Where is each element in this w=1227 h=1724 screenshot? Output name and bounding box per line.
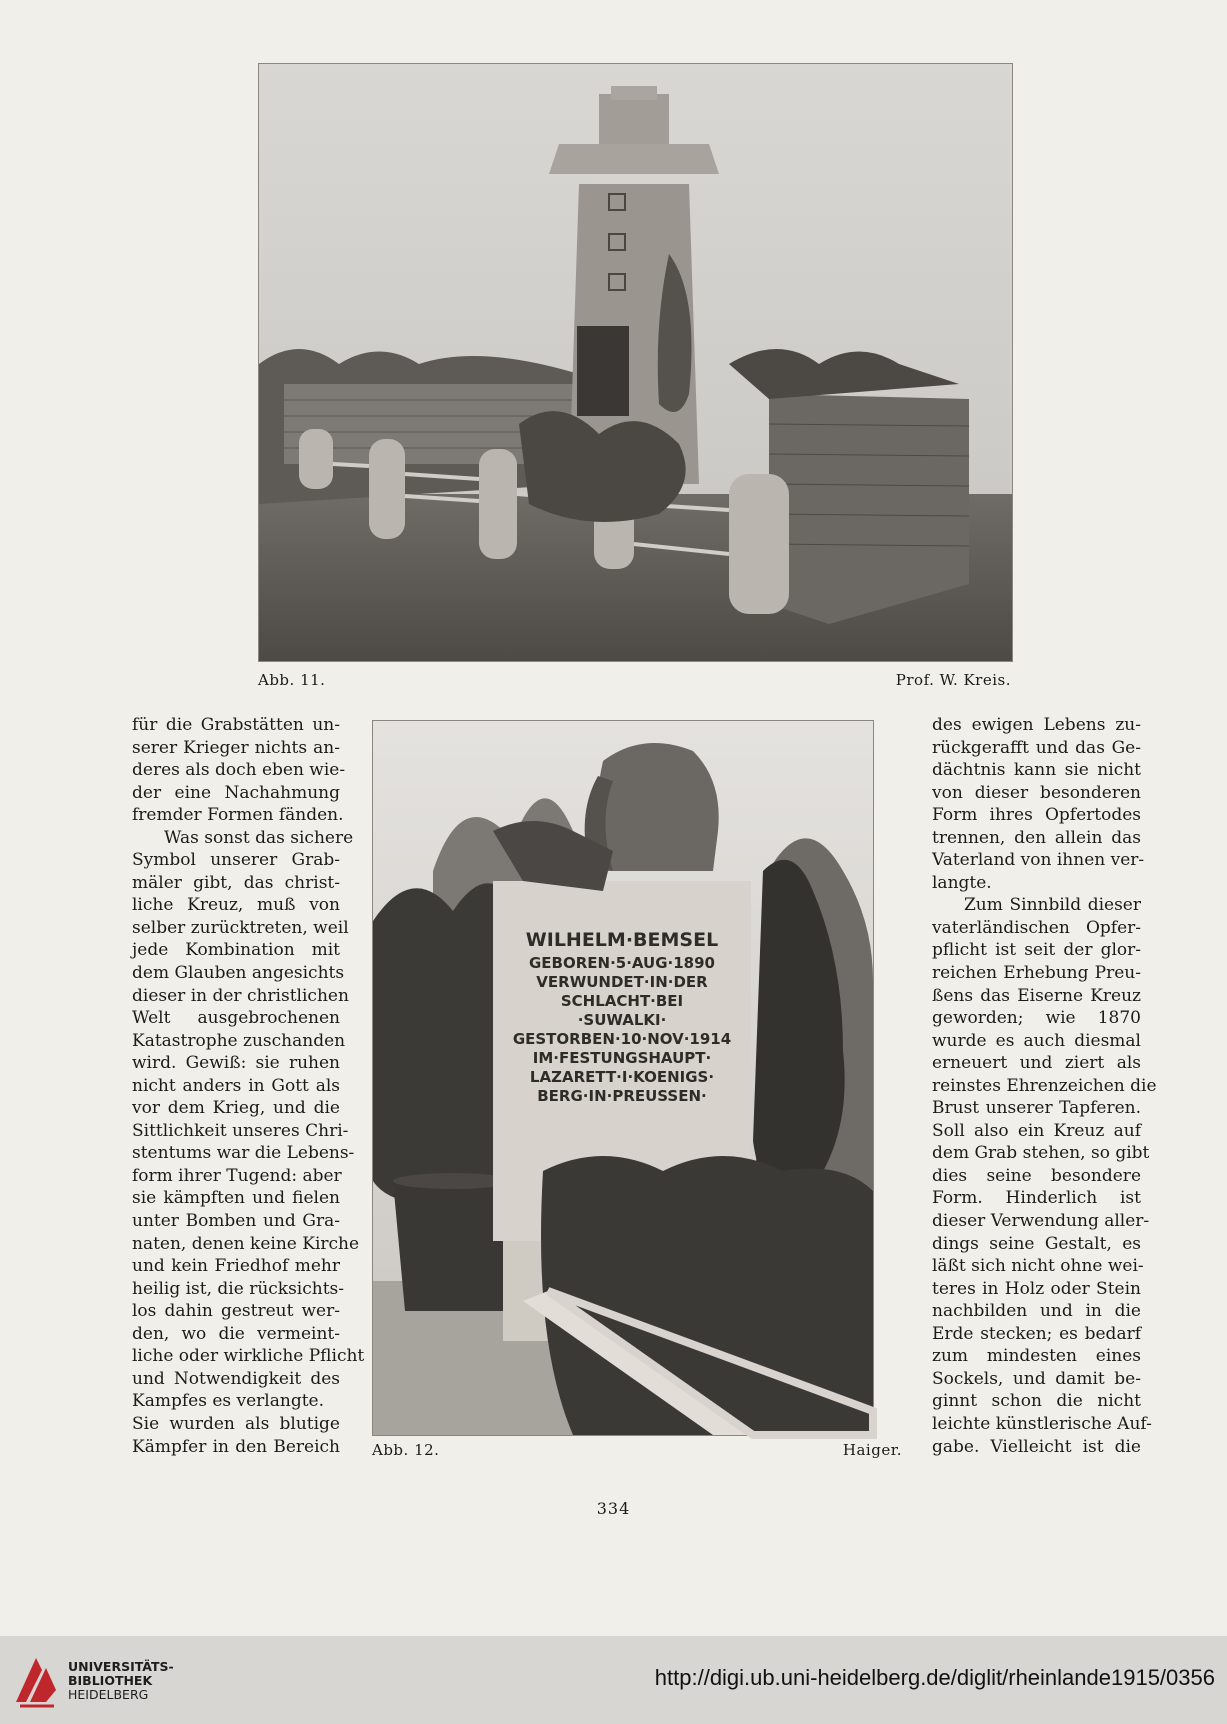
text-line: leichte künstlerische Auf- — [932, 1413, 1152, 1434]
text-line: läßt sich nicht ohne wei- — [932, 1256, 1144, 1277]
text-line: zum mindesten eines — [932, 1346, 1141, 1367]
text-line: reinstes Ehrenzeichen die — [932, 1075, 1157, 1096]
text-line: naten, denen keine Kirche — [132, 1233, 360, 1254]
library-name-line2: BIBLIOTHEK — [68, 1673, 153, 1688]
text-line: dächtnis kann sie nicht — [932, 760, 1141, 781]
text-line: nicht anders in Gott als — [132, 1075, 340, 1096]
text-line: dings seine Gestalt, es — [932, 1233, 1141, 1254]
inscription-line: LAZARETT·I·KOENIGS· — [529, 1068, 715, 1086]
text-line: dieser Verwendung aller- — [932, 1211, 1150, 1232]
inscription-line: ·SUWALKI· — [577, 1011, 667, 1029]
text-line: des ewigen Lebens zu- — [932, 715, 1141, 735]
text-line: vaterländischen Opfer- — [932, 917, 1141, 938]
text-line: liche oder wirkliche Pflicht — [132, 1346, 365, 1367]
figure-11-credit: Prof. W. Kreis. — [895, 671, 1011, 689]
text-line: pflicht ist seit der glor- — [932, 940, 1141, 961]
text-line: unter Bomben und Gra- — [132, 1211, 340, 1232]
inscription-line: GEBOREN·5·AUG·1890 — [528, 954, 716, 972]
text-line: Form. Hinderlich ist — [932, 1188, 1141, 1209]
text-line: Soll also ein Kreuz auf — [932, 1120, 1141, 1141]
page-number: 334 — [596, 1499, 631, 1518]
text-line: form ihrer Tugend: aber — [132, 1165, 342, 1186]
inscription-line: BERG·IN·PREUSSEN· — [537, 1087, 707, 1105]
text-line: Kampfes es verlangte. — [132, 1391, 324, 1412]
text-line: Kämpfer in den Bereich — [132, 1436, 340, 1457]
text-line: ginnt schon die nicht — [932, 1391, 1141, 1412]
text-line: Symbol unserer Grab- — [132, 850, 340, 871]
text-line: Vaterland von ihnen ver- — [932, 850, 1145, 871]
text-line: der eine Nachahmung — [132, 782, 340, 803]
library-name-line3: HEIDELBERG — [68, 1687, 149, 1702]
text-line: für die Grabstätten un- — [132, 715, 340, 735]
text-line: fremder Formen fänden. — [132, 805, 344, 826]
figure-12-credit: Haiger. — [842, 1441, 902, 1459]
text-line: deres als doch eben wie- — [132, 760, 346, 781]
text-line: ßens das Eiserne Kreuz — [932, 985, 1141, 1006]
text-line: Welt ausgebrochenen — [132, 1008, 340, 1029]
text-line: los dahin gestreut wer- — [132, 1301, 340, 1322]
text-line: und Notwendigkeit des — [132, 1368, 340, 1389]
text-line: den, wo die vermeint- — [132, 1323, 340, 1344]
text-line: mäler gibt, das christ- — [132, 872, 340, 893]
inscription-line: GESTORBEN·10·NOV·1914 — [512, 1030, 732, 1048]
text-line: heilig ist, die rücksichts- — [132, 1278, 345, 1299]
text-line: dies seine besondere — [932, 1165, 1141, 1186]
text-line: sie kämpften und fielen — [132, 1188, 340, 1209]
text-line: jede Kombination mit — [132, 940, 340, 961]
text-line: selber zurücktreten, weil — [132, 917, 349, 938]
text-line: vor dem Krieg, und die — [132, 1098, 340, 1119]
text-line: dem Glauben angesichts — [132, 963, 345, 984]
text-line: rückgerafft und das Ge- — [932, 737, 1141, 758]
figure-12-photo — [372, 720, 874, 1436]
text-line: Was sonst das sichere — [164, 827, 354, 848]
text-line: Sie wurden als blutige — [132, 1413, 340, 1434]
inscription-line: WILHELM·BEMSEL — [525, 929, 719, 951]
figure-11-label: Abb. 11. — [258, 671, 326, 689]
text-line: erneuert und ziert als — [932, 1053, 1141, 1074]
text-line: nachbilden und in die — [932, 1301, 1141, 1322]
text-line: reichen Erhebung Preu- — [932, 963, 1141, 984]
text-line: langte. — [932, 872, 992, 893]
figure-11-photo — [258, 63, 1013, 662]
text-line: trennen, den allein das — [932, 827, 1141, 848]
inscription-line: SCHLACHT·BEI — [560, 992, 684, 1010]
text-line: stentums war die Lebens- — [132, 1143, 355, 1164]
text-line: Sittlichkeit unseres Chri- — [132, 1120, 349, 1141]
text-line: wurde es auch diesmal — [932, 1030, 1141, 1051]
inscription-line: VERWUNDET·IN·DER — [536, 973, 708, 991]
text-line: serer Krieger nichts an- — [132, 737, 340, 758]
inscription-line: IM·FESTUNGSHAUPT· — [532, 1049, 712, 1067]
text-line: dem Grab stehen, so gibt — [932, 1143, 1150, 1164]
text-line: Katastrophe zuschanden — [132, 1030, 346, 1051]
text-line: und kein Friedhof mehr — [132, 1256, 340, 1277]
library-logo-icon — [12, 1650, 60, 1710]
text-column-left — [132, 714, 365, 1458]
text-line: Sockels, und damit be- — [932, 1368, 1141, 1389]
library-name-line1: UNIVERSITÄTS- — [68, 1659, 174, 1674]
text-line: liche Kreuz, muß von — [132, 895, 340, 916]
text-line: Zum Sinnbild dieser — [964, 895, 1141, 916]
library-footer — [0, 1636, 1227, 1724]
text-line: dieser in der christlichen — [132, 985, 349, 1006]
text-line: Brust unserer Tapferen. — [932, 1098, 1141, 1119]
permalink-url[interactable]: http://digi.ub.uni-heidelberg.de/diglit/rheinlande1915/0356 — [654, 1665, 1215, 1690]
text-line: gabe. Vielleicht ist die — [932, 1436, 1141, 1457]
text-line: von dieser besonderen — [932, 782, 1141, 803]
text-line: Form ihres Opfertodes — [932, 805, 1141, 826]
text-column-right — [932, 714, 1157, 1458]
text-line: wird. Gewiß: sie ruhen — [132, 1053, 340, 1074]
figure-12-label: Abb. 12. — [372, 1441, 440, 1459]
library-name — [68, 1660, 174, 1702]
text-line: Erde stecken; es bedarf — [932, 1323, 1141, 1344]
text-line: geworden; wie 1870 — [932, 1008, 1141, 1029]
text-line: teres in Holz oder Stein — [932, 1278, 1141, 1299]
